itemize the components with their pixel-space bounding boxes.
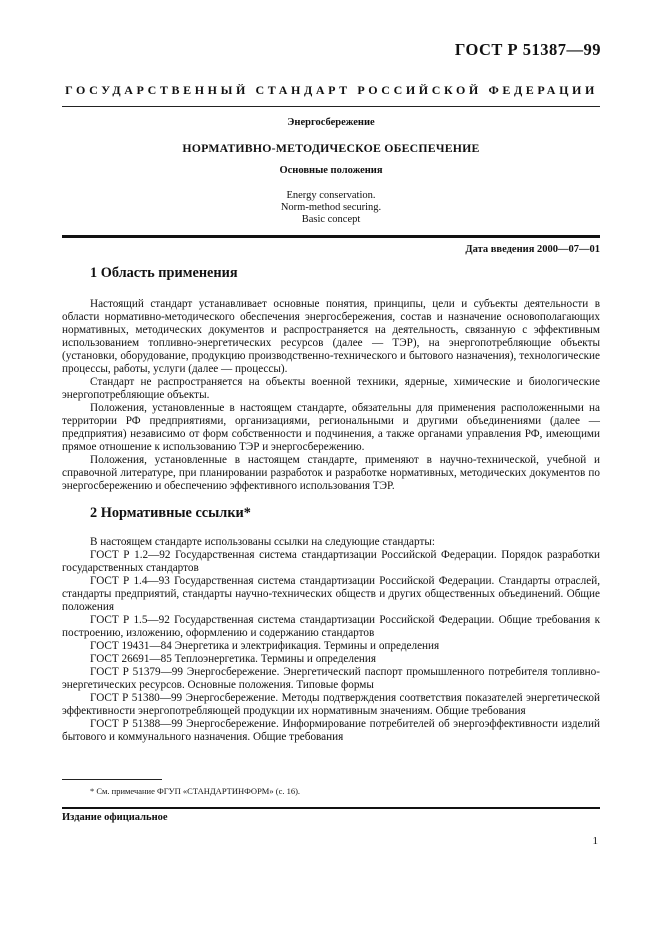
page-number: 1 bbox=[592, 835, 598, 847]
reference-item: ГОСТ Р 1.4—93 Государственная система стандартизации Российской Федерации. Стандарты отраслей, стандарты предприятий, стандарты научно-технических обществ и других общественных объединений. Общие положения bbox=[62, 575, 600, 613]
footnote-divider bbox=[62, 779, 162, 780]
section-1-heading: 1 Область применения bbox=[90, 265, 238, 281]
title-topic: Энергосбережение bbox=[287, 117, 375, 128]
paragraph: Настоящий стандарт устанавливает основные понятия, принципы, цели и субъекты деятельности в области нормативно-методического обеспечения энергосбережения, состав и назначение основополагающих нормативных, методических документов и распространяется на деятельность, связанную с эффективным использованием топливно-энергетических ресурсов (далее — ТЭР), на энергопотребляющие объекты (установки, оборудование, продукцию производственно-технического и бытового назначения), технологические процессы, работы, услуги (далее — процессы). bbox=[62, 298, 600, 375]
section-1-body bbox=[62, 298, 600, 493]
title-divider bbox=[62, 235, 600, 238]
header-divider bbox=[62, 106, 600, 107]
reference-item: ГОСТ 26691—85 Теплоэнергетика. Термины и определения bbox=[90, 653, 377, 665]
reference-item: ГОСТ Р 51380—99 Энергосбережение. Методы подтверждения соответствия показателей энергетической эффективности энергопотребляющей продукции их нормативным значениям. Общие требования bbox=[62, 692, 600, 717]
reference-item: ГОСТ Р 51388—99 Энергосбережение. Информирование потребителей об энергоэффективности изделий бытового и коммунального назначения. Общие требования bbox=[62, 718, 600, 743]
paragraph: Положения, установленные в настоящем стандарте, применяют в научно-технической, учебной и справочной литературе, при планировании разработок и разработке нормативных, методических документов по энергосбережению и обеспечению эффективного использования ТЭР. bbox=[62, 454, 600, 492]
section-2-heading: 2 Нормативные ссылки* bbox=[90, 505, 251, 521]
doc-number: ГОСТ Р 51387—99 bbox=[454, 40, 601, 59]
paragraph: Стандарт не распространяется на объекты военной техники, ядерные, химические и биологические энергопотребляющие объекты. bbox=[62, 376, 600, 401]
title-english bbox=[62, 190, 600, 226]
title-english-line: Basic concept bbox=[301, 214, 361, 225]
paragraph: Положения, установленные в настоящем стандарте, обязательны для применения расположенными на территории РФ предприятиями, организациями, региональными и другими объединениями (далее — предприятия) независимо от форм собственности и подчинения, а также органами управления РФ, имеющими прямое отношение к использованию ТЭР и энергосбережению. bbox=[62, 402, 600, 453]
edition-label: Издание официальное bbox=[62, 812, 168, 823]
reference-item: ГОСТ 19431—84 Энергетика и электрификация. Термины и определения bbox=[90, 640, 440, 652]
reference-item: ГОСТ Р 1.2—92 Государственная система стандартизации Российской Федерации. Порядок разработки государственных стандартов bbox=[62, 549, 600, 574]
title-main: НОРМАТИВНО-МЕТОДИЧЕСКОЕ ОБЕСПЕЧЕНИЕ bbox=[182, 141, 480, 155]
title-english-line: Norm-method securing. bbox=[280, 202, 382, 213]
paragraph: В настоящем стандарте использованы ссылки на следующие стандарты: bbox=[90, 536, 435, 548]
footnote: * См. примечание ФГУП «СТАНДАРТИНФОРМ» (с. 16). bbox=[90, 786, 301, 796]
state-standard-heading: ГОСУДАРСТВЕННЫЙ СТАНДАРТ РОССИЙСКОЙ ФЕДЕРАЦИИ bbox=[65, 83, 598, 97]
title-english-line: Energy conservation. bbox=[286, 190, 376, 201]
introduction-date: Дата введения 2000—07—01 bbox=[465, 244, 600, 255]
title-subtitle: Основные положения bbox=[279, 165, 383, 176]
reference-item: ГОСТ Р 1.5—92 Государственная система стандартизации Российской Федерации. Общие требования к построению, изложению, оформлению и содержанию стандартов bbox=[62, 614, 600, 639]
edition-divider bbox=[62, 807, 600, 809]
section-2-body bbox=[62, 536, 600, 744]
reference-item: ГОСТ Р 51379—99 Энергосбережение. Энергетический паспорт промышленного потребителя топливно-энергетических ресурсов. Основные положения. Типовые формы bbox=[62, 666, 600, 691]
